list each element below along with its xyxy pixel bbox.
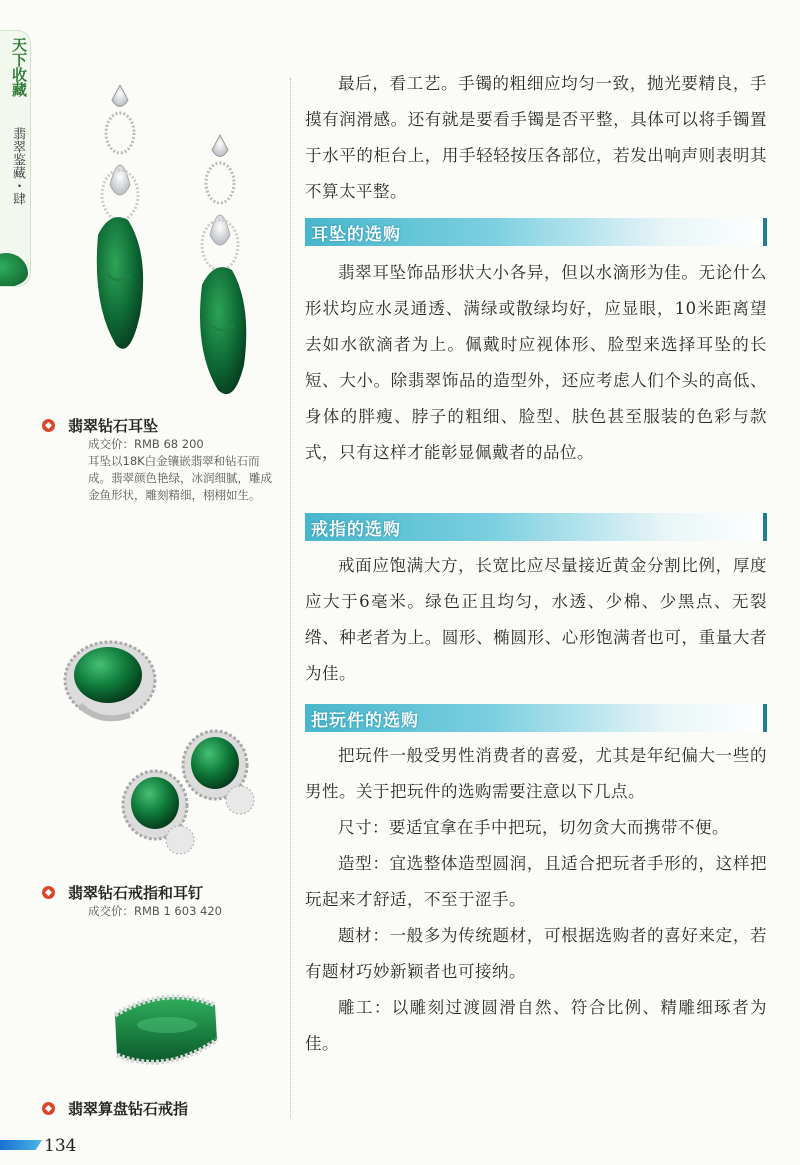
caption-earrings (64, 415, 274, 504)
paragraph: 最后，看工艺。手镯的粗细应均匀一致，抛光要精良，手摸有润滑感。还有就是要看手镯是否平整，具体可以将手镯置于水平的柜台上，用手轻轻按压各部位，若发出响声则表明其不算太平整。 (305, 74, 767, 201)
caption-ring-earstud (64, 882, 222, 920)
paragraph: 题材：一般多为传统题材，可根据选购者的喜好来定，若有题材巧妙新颖者也可接纳。 (305, 926, 767, 981)
heading-label: 耳坠的选购 (311, 224, 401, 245)
section-body-handpiece (305, 738, 767, 1062)
caption-abacus-ring (64, 1098, 188, 1119)
caption-title: 翡翠钻石戒指和耳钉 (68, 884, 204, 902)
heading-label: 把玩件的选购 (311, 710, 419, 731)
jade-leaf-icon (0, 253, 28, 287)
diamond-bullet-icon (42, 886, 55, 899)
paragraph: 雕工：以雕刻过渡圆滑自然、符合比例、精雕细琢者为佳。 (305, 998, 767, 1053)
paragraph: 把玩件一般受男性消费者的喜爱，尤其是年纪偏大一些的男性。关于把玩件的选购需要注意以下几点。 (305, 746, 767, 801)
paragraph: 戒面应饱满大方，长宽比应尽量接近黄金分割比例，厚度应大于6毫米。绿色正且均匀，水透、少棉、少黑点、无裂绺、种老者为上。圆形、椭圆形、心形饱满者也可，重量大者为佳。 (305, 556, 767, 683)
series-title: 天下收藏 (10, 37, 28, 97)
heading-label: 戒指的选购 (311, 519, 401, 540)
caption-description: 耳坠以18K白金镶嵌翡翠和钻石而成。翡翠颜色艳绿，冰润细腻，雕成金鱼形状，雕刻精细，栩栩如生。 (88, 454, 272, 502)
intro-paragraph (305, 66, 767, 210)
diamond-bullet-icon (42, 419, 55, 432)
caption-title: 翡翠钻石耳坠 (68, 417, 159, 435)
section-body-ring (305, 548, 767, 692)
caption-price: 成交价：RMB 68 200 (88, 437, 204, 451)
footer-accent-bar (0, 1140, 42, 1150)
caption-price: 成交价：RMB 1 603 420 (88, 904, 222, 918)
paragraph: 翡翠耳坠饰品形状大小各异，但以水滴形为佳。无论什么形状均应水灵通透、满绿或散绿均好，应显眼，10米距离望去如水欲滴者为上。佩戴时应视体形、脸型来选择耳坠的长短、大小。除翡翠饰品的造型外，还应考虑人们个头的高低、身体的胖瘦、脖子的粗细、脸型、肤色甚至服装的色彩与款式，只有这样才能彰显佩戴者的品位。 (305, 263, 767, 462)
diamond-bullet-icon (42, 1102, 55, 1115)
abacus-ring-photo (105, 985, 225, 1080)
section-heading-handpiece (305, 704, 767, 732)
page-number: 134 (44, 1136, 77, 1156)
paragraph: 尺寸：要适宜拿在手中把玩，切勿贪大而携带不便。 (338, 818, 729, 837)
section-heading-ring (305, 513, 767, 541)
column-divider (290, 78, 292, 1118)
ring-earstud-photo (60, 615, 290, 865)
book-subtitle: 翡翠鉴藏・肆 (10, 127, 25, 205)
earring-photo (80, 85, 270, 415)
side-tab (0, 30, 31, 287)
section-body-earring (305, 255, 767, 471)
section-heading-earring (305, 218, 767, 246)
paragraph: 造型：宜选整体造型圆润，且适合把玩者手形的，这样把玩起来才舒适，不至于涩手。 (305, 854, 767, 909)
caption-title: 翡翠算盘钻石戒指 (68, 1100, 189, 1118)
